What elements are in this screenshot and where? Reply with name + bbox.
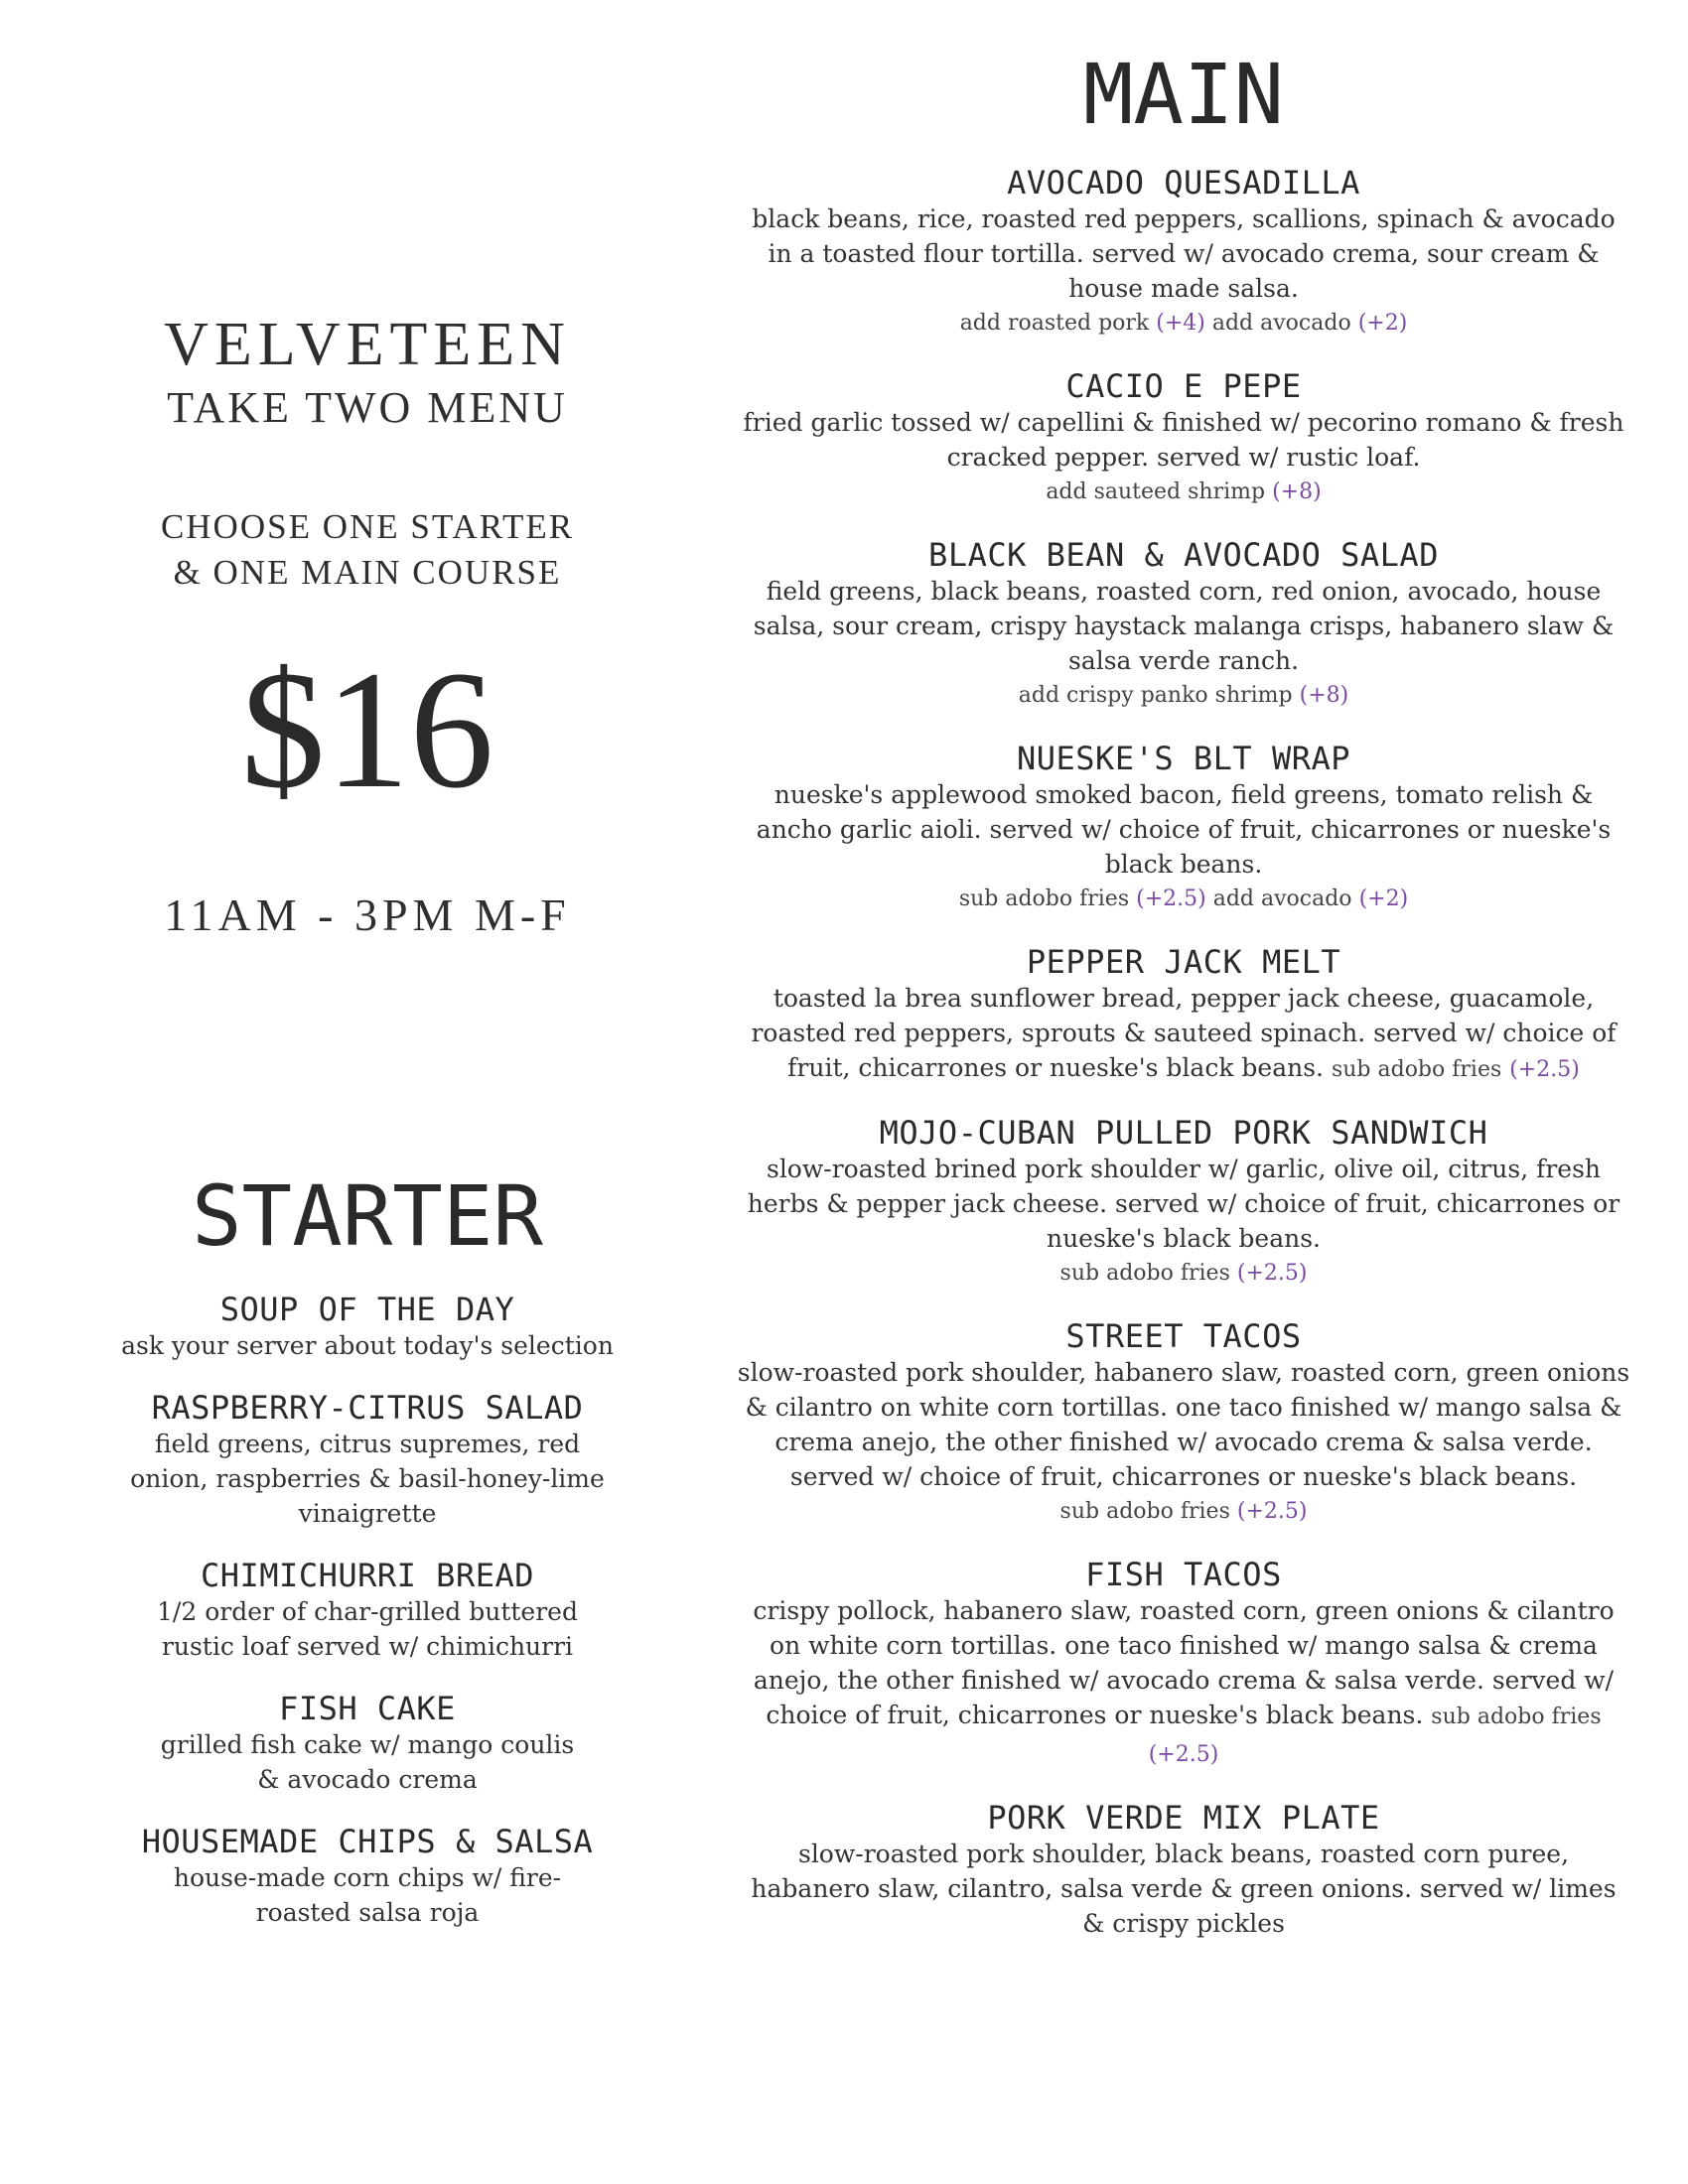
- addon-label: sub adobo fries: [1431, 1705, 1602, 1729]
- addon-price: (+8): [1299, 683, 1349, 708]
- item-description: [737, 1593, 1630, 1773]
- addon-price: (+2.5): [1509, 1057, 1580, 1082]
- addon-label: sub adobo fries: [1059, 1499, 1230, 1524]
- main-list: [737, 164, 1630, 1967]
- starter-item: [40, 1291, 695, 1363]
- item-name: CHIMICHURRI BREAD: [200, 1557, 534, 1594]
- addon-price: (+4): [1156, 311, 1205, 336]
- addon-label: add sauteed shrimp: [1046, 479, 1266, 504]
- main-item: [737, 1556, 1630, 1773]
- starter-item: [40, 1823, 695, 1930]
- item-description: [737, 981, 1630, 1088]
- addon-label: sub adobo fries: [1059, 1261, 1230, 1286]
- addon-label: add roasted pork: [959, 311, 1150, 336]
- addon-label: add crispy panko shrimp: [1018, 683, 1293, 708]
- item-description-text: toasted la brea sunflower bread, pepper jack cheese, guacamole, roasted red peppers, sprouts & sauteed spinach. served w/ choice of fruit, chicarrones or nueske's black beans.: [751, 984, 1617, 1082]
- service-hours: 11AM - 3PM M-F: [164, 889, 571, 940]
- item-description: slow-roasted pork shoulder, habanero slaw, roasted corn, green onions & cilantro on white corn tortillas. one taco finished w/ mango salsa & crema anejo, the other finished w/ avocado crema & salsa verde. served w/ choice of fruit, chicarrones or nueske's black beans.: [737, 1358, 1630, 1491]
- item-addons: [737, 882, 1630, 917]
- menu-subtitle: TAKE TWO MENU: [167, 383, 568, 432]
- starter-item: [40, 1690, 695, 1797]
- addon-label: sub adobo fries: [1331, 1057, 1502, 1082]
- addon-price: (+2): [1357, 311, 1408, 336]
- item-addons: [737, 1494, 1630, 1530]
- item-addons: [737, 678, 1630, 714]
- main-item: [737, 536, 1630, 714]
- item-description: 1/2 order of char-grilled buttered rustic loaf served w/ chimichurri: [157, 1597, 578, 1661]
- item-name: RASPBERRY-CITRUS SALAD: [151, 1389, 584, 1427]
- restaurant-name: VELVETEEN: [164, 311, 571, 378]
- item-description: slow-roasted brined pork shoulder w/ garlic, olive oil, citrus, fresh herbs & pepper jack cheese. served w/ choice of fruit, chicarrones or nueske's black beans.: [747, 1155, 1620, 1253]
- main-item: [737, 740, 1630, 917]
- main-item: [737, 1317, 1630, 1530]
- addon-label: add avocado: [1212, 887, 1352, 911]
- item-name: HOUSEMADE CHIPS & SALSA: [141, 1823, 594, 1860]
- choose-line-2: & ONE MAIN COURSE: [173, 553, 562, 592]
- addon-price: (+2.5): [1148, 1742, 1219, 1767]
- choose-line-1: CHOOSE ONE STARTER: [160, 507, 575, 546]
- item-description: fried garlic tossed w/ capellini & finished w/ pecorino romano & fresh cracked pepper. served w/ rustic loaf.: [743, 408, 1624, 472]
- item-addons: [737, 1256, 1630, 1292]
- item-name: NUESKE'S BLT WRAP: [1016, 740, 1350, 777]
- item-description: black beans, rice, roasted red peppers, scallions, spinach & avocado in a toasted flour tortilla. served w/ avocado crema, sour cream & house made salsa.: [752, 205, 1616, 303]
- addon-price: (+2.5): [1136, 887, 1206, 911]
- item-description: field greens, black beans, roasted corn, red onion, avocado, house salsa, sour cream, crispy haystack malanga crisps, habanero slaw & salsa verde ranch.: [753, 577, 1615, 675]
- menu-price: $16: [240, 636, 494, 823]
- item-description: slow-roasted pork shoulder, black beans, roasted corn puree, habanero slaw, cilantro, salsa verde & green onions. served w/ limes & crispy pickles: [751, 1840, 1617, 1938]
- item-name: STREET TACOS: [1065, 1317, 1302, 1355]
- item-description: grilled fish cake w/ mango coulis & avocado crema: [160, 1730, 575, 1794]
- starter-list: [40, 1291, 695, 1956]
- item-name: MOJO-CUBAN PULLED PORK SANDWICH: [879, 1114, 1488, 1152]
- starter-item: [40, 1389, 695, 1531]
- item-name: FISH CAKE: [279, 1690, 456, 1727]
- item-description-text: crispy pollock, habanero slaw, roasted corn, green onions & cilantro on white corn tortillas. one taco finished w/ mango salsa & crema anejo, the other finished w/ avocado crema & salsa verde. served w/ choice of fruit, chicarrones or nueske's black beans.: [753, 1596, 1615, 1729]
- item-addons: [737, 306, 1630, 341]
- main-item: [737, 943, 1630, 1088]
- starter-item: [40, 1557, 695, 1664]
- item-description: field greens, citrus supremes, red onion, raspberries & basil-honey-lime vinaigrette: [130, 1430, 605, 1528]
- main-item: [737, 164, 1630, 341]
- item-name: PORK VERDE MIX PLATE: [987, 1799, 1380, 1837]
- choose-instructions: [40, 504, 695, 596]
- main-item: [737, 367, 1630, 510]
- starter-heading: STARTER: [191, 1167, 543, 1265]
- addon-price: (+2.5): [1236, 1499, 1308, 1524]
- item-name: BLACK BEAN & AVOCADO SALAD: [928, 536, 1439, 574]
- item-name: CACIO E PEPE: [1065, 367, 1302, 405]
- addon-label: sub adobo fries: [958, 887, 1130, 911]
- main-item: [737, 1114, 1630, 1292]
- main-item: [737, 1799, 1630, 1941]
- item-name: AVOCADO QUESADILLA: [1007, 164, 1360, 202]
- addon-price: (+2.5): [1236, 1261, 1308, 1286]
- addon-price: (+2): [1358, 887, 1409, 911]
- item-name: PEPPER JACK MELT: [1026, 943, 1341, 981]
- addon-price: (+8): [1272, 479, 1322, 504]
- item-description: house-made corn chips w/ fire-roasted salsa roja: [173, 1863, 562, 1927]
- item-name: SOUP OF THE DAY: [219, 1291, 515, 1328]
- item-name: FISH TACOS: [1085, 1556, 1282, 1593]
- item-description: ask your server about today's selection: [121, 1331, 614, 1360]
- addon-label: add avocado: [1211, 311, 1351, 336]
- main-heading: MAIN: [1082, 46, 1285, 143]
- item-description: nueske's applewood smoked bacon, field greens, tomato relish & ancho garlic aioli. served w/ choice of fruit, chicarrones or nueske's black beans.: [756, 780, 1612, 879]
- item-addons: [737, 475, 1630, 510]
